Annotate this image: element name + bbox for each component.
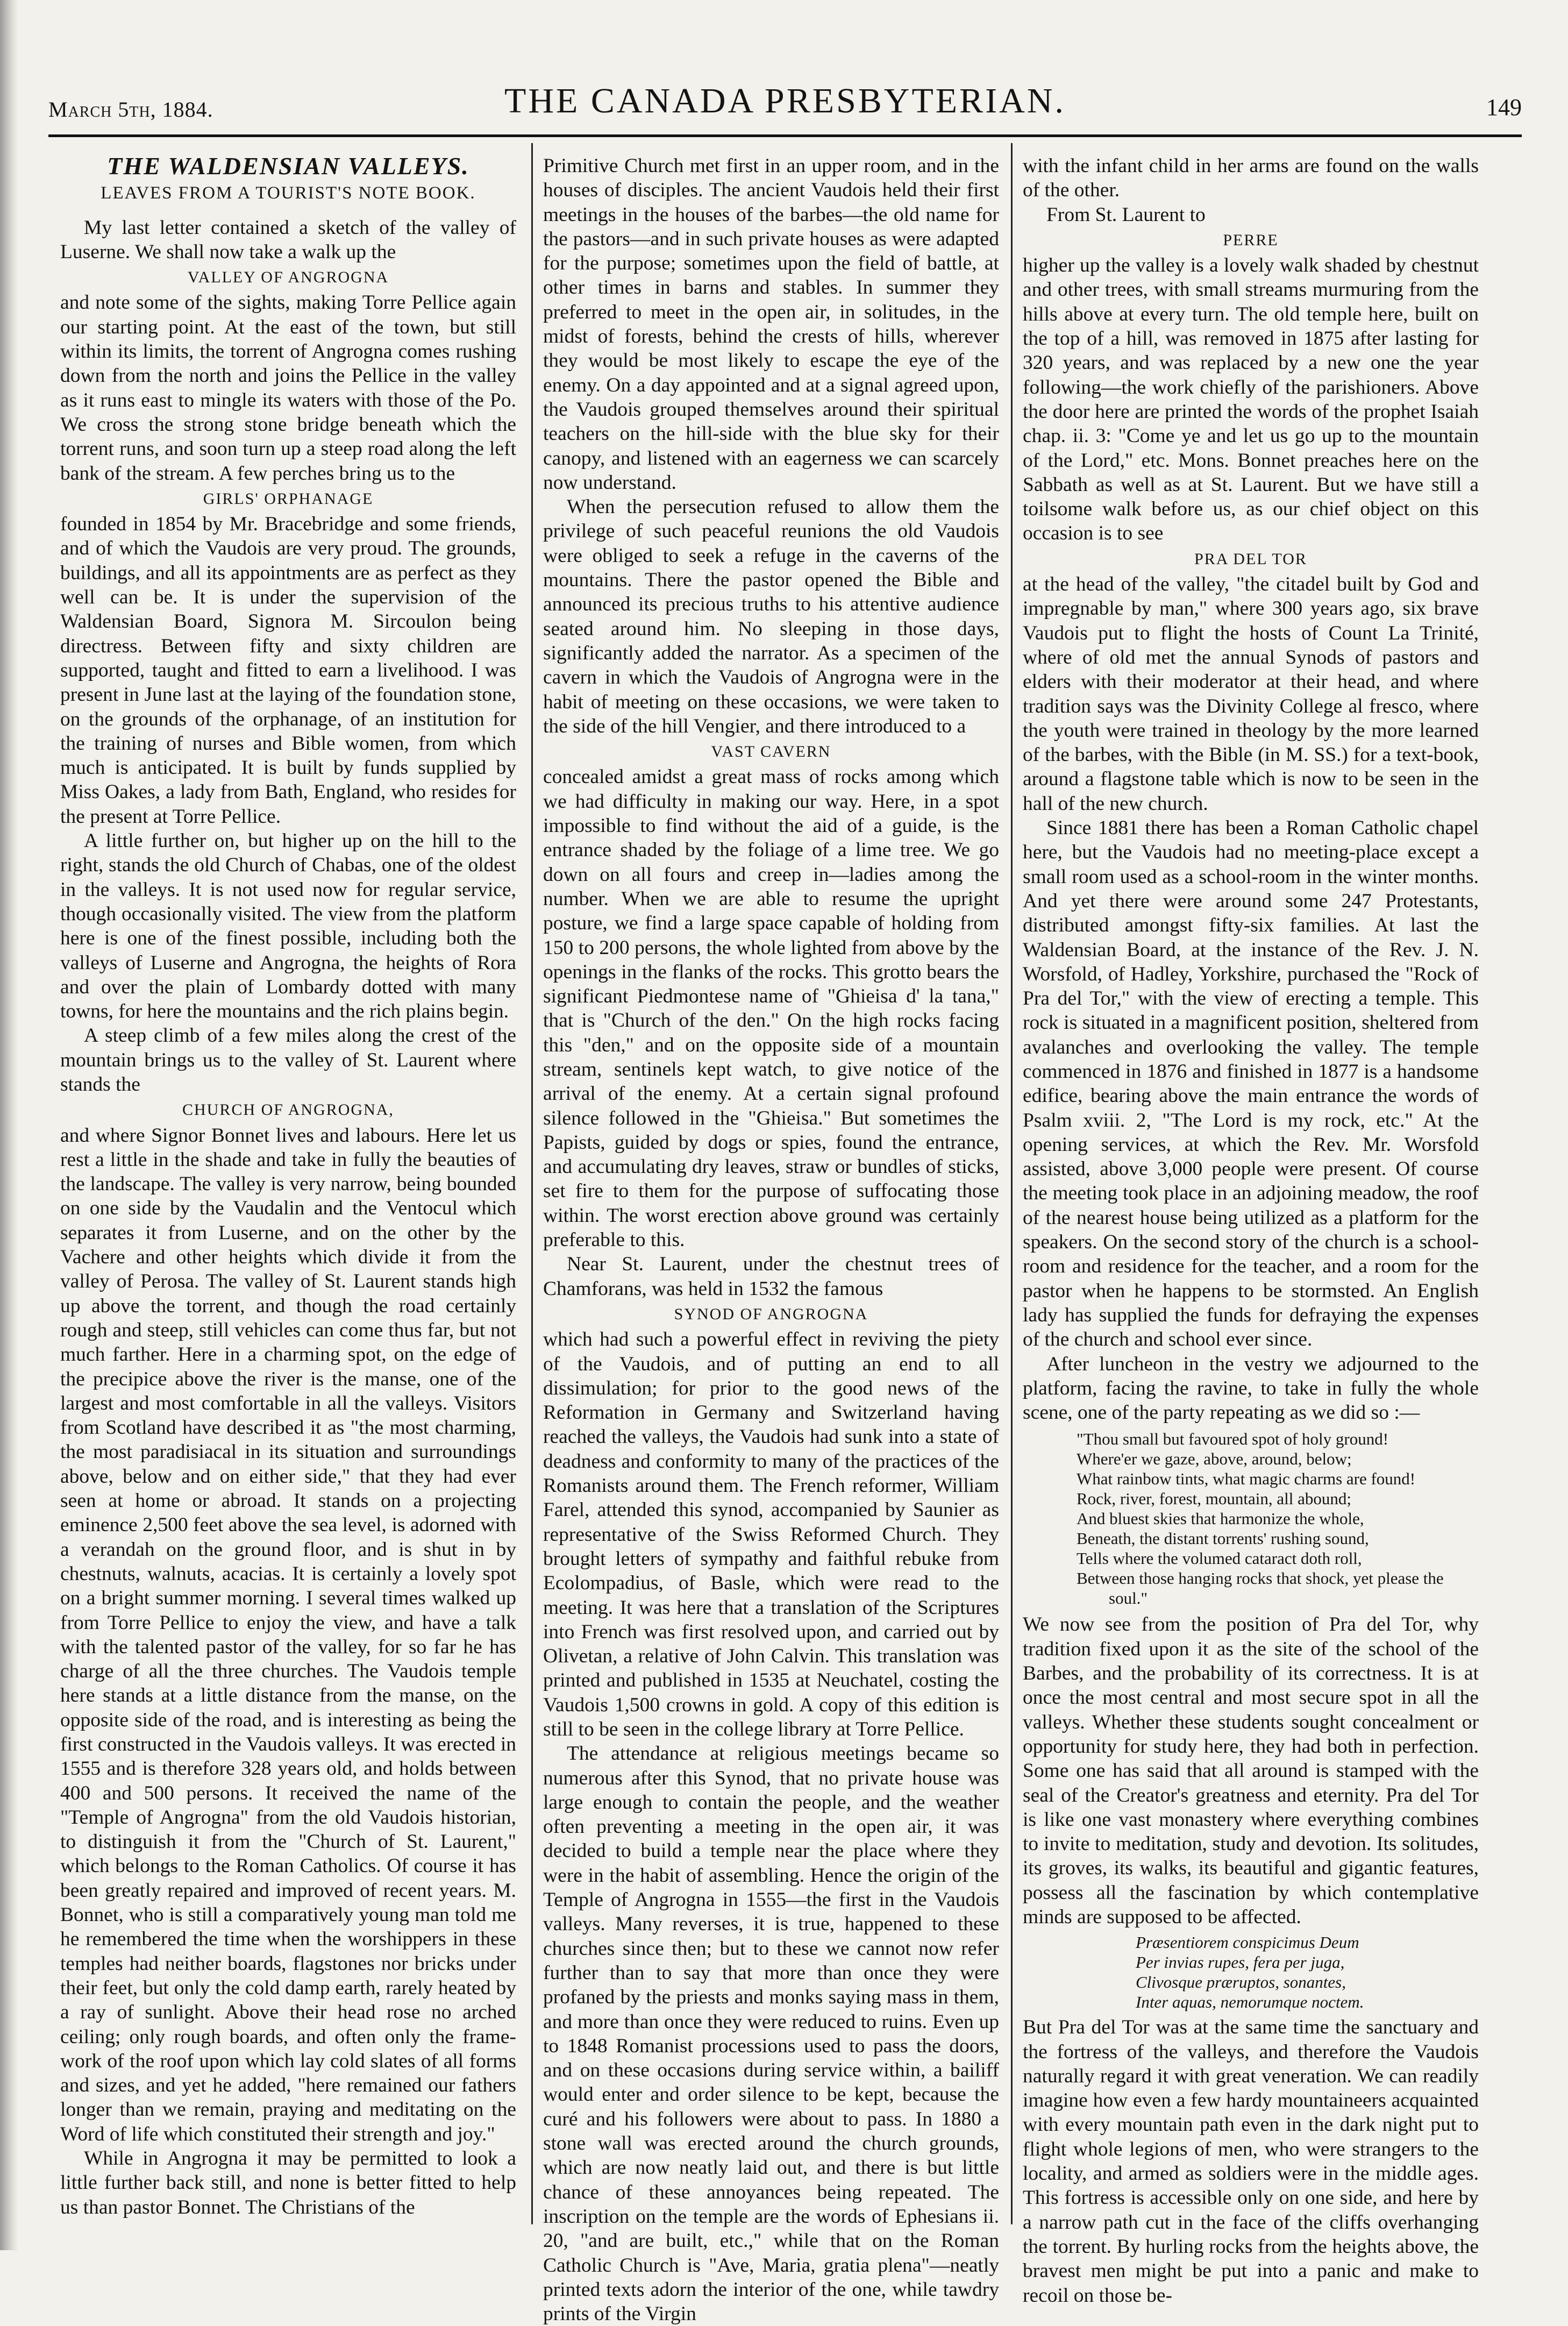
paragraph: Since 1881 there has been a Roman Catholic chapel here, but the Vaudois had no meeting-place except a small room used as a school-room in the winter months. And yet there were around some 247 Protestants, distributed amongst fifty-six families. At last the Waldensian Board, at the instance of the Rev. J. N. Worsfold, of Hadley, Yorkshire, purchased the "Rock of Pra del Tor," with the view of erecting a temple. This rock is situated in a magnificent position, sheltered from avalanches and overlooking the valley. The temple commenced in 1876 and finished in 1877 is a handsome edifice, bearing above the main entrance the words of Psalm xviii. 2, "The Lord is my rock, etc." At the opening services, at which the Rev. Mr. Worsfold assisted, above 3,000 people were present. Of course the meeting took place in an adjoining meadow, the roof of the nearest house being utilized as a platform for the speakers. On the second story of the church is a school-room and residence for the teacher, and a room for the pastor when he happens to be stormsted. An English lady has supplied the funds for defraying the expenses of the church and school ever since.: [1023, 817, 1479, 1351]
paragraph: A little further on, but higher up on the hill to the right, stands the old Church of Chabas, one of the oldest in the valleys. It is not used now for regular service, though occasionally visited. The view from the platform here is one of the finest possible, including both the valleys of Luserne and Angrogna, the heights of Rora and over the plain of Lombardy dotted with many towns, for here the mountains and the rich plains begin.: [60, 830, 516, 1023]
poem-line: Between those hanging rocks that shock, yet please the: [1077, 1569, 1444, 1588]
article-subtitle: LEAVES FROM A TOURIST'S NOTE BOOK.: [101, 183, 476, 203]
section-heading: VAST CAVERN: [711, 743, 831, 761]
latin-quote: [1136, 1932, 1479, 2012]
section-heading: PRA DEL TOR: [1194, 550, 1307, 568]
header-rule: [48, 134, 1522, 137]
poem-line: Rock, river, forest, mountain, all abound;: [1077, 1489, 1352, 1509]
issue-date: March 5th, 1884.: [48, 97, 213, 122]
section-heading: CHURCH OF ANGROGNA,: [182, 1101, 394, 1119]
latin-line: Per invias rupes, fera per juga,: [1136, 1953, 1345, 1972]
article-title: THE WALDENSIAN VALLEYS.: [107, 152, 469, 180]
paragraph: founded in 1854 by Mr. Bracebridge and some friends, and of which the Vaudois are very proud. The grounds, buildings, and all its appointments are as perfect as they well can be. It is under the supervision of the Waldensian Board, Signora M. Sircoulon being directress. Between fifty and sixty children are supported, taught and fitted to earn a livelihood. I was present in June last at the laying of the foundation stone, on the grounds of the orphanage, of an institution for the training of nurses and Bible women, from which much is anticipated. It is built by funds supplied by Miss Oakes, a lady from Bath, England, who resides for the present at Torre Pellice.: [60, 513, 516, 828]
paragraph: Primitive Church met first in an upper room, and in the houses of disciples. The ancient Vaudois held their first meetings in the houses of the barbes—the old name for the pastors—and in such private houses as were adapted for the purpose; sometimes upon the field of battle, at other times in barns and stables. In summer they preferred to meet in the open air, in solitudes, in the midst of forests, behind the crests of hills, wherever they would be most likely to escape the eye of the enemy. On a day appointed and at a signal agreed upon, the Vaudois grouped themselves around their spiritual teachers on the hill-side with the blue sky for their canopy, and listened with an eagerness we can scarcely now understand.: [543, 155, 999, 494]
poem-line: Where'er we gaze, above, around, below;: [1077, 1449, 1352, 1469]
poem-line: What rainbow tints, what magic charms are found!: [1077, 1469, 1416, 1489]
page-number: 149: [1486, 94, 1522, 120]
paragraph: After luncheon in the vestry we adjourned to the platform, facing the ravine, to take in fully the whole scene, one of the party repeating as we did so :—: [1023, 1353, 1479, 1424]
paragraph: at the head of the valley, "the citadel built by God and impregnable by man," where 300 years ago, six brave Vaudois put to flight the hosts of Count La Trinité, where of old met the annual Synods of pastors and elders with their moderator at their head, and where tradition says was the Divinity College al fresco, where the youth were trained in theology by the more learned of the barbes, with the Bible (in M. SS.) for a text-book, around a flagstone table which is now to be seen in the hall of the new church.: [1023, 573, 1479, 815]
latin-line: Inter aquas, nemorumque noctem.: [1136, 1993, 1364, 2012]
poem-line: "Thou small but favoured spot of holy ground!: [1077, 1429, 1389, 1449]
paragraph: Near St. Laurent, under the chestnut trees of Chamforans, was held in 1532 the famous: [543, 1253, 999, 1300]
paragraph: concealed amidst a great mass of rocks among which we had difficulty in making our way. Here, in a spot impossible to find without the aid of a guide, is the entrance shaded by the foliage of a lime tree. We go down on all fours and creep in—ladies among the number. When we are able to resume the upright posture, we find a large space capable of holding from 150 to 200 persons, the whole lighted from above by the openings in the flanks of the rocks. This grotto bears the significant Piedmontese name of "Ghieisa d' la tana," that is "Church of the den." On the high rocks facing this "den," and on the opposite side of a mountain stream, sentinels kept watch, to give notice of the arrival of the enemy. At a certain signal profound silence followed in the "Ghieisa." But sometimes the Papists, guided by dogs or spies, found the entrance, and accumulating dry leaves, straw or bundles of sticks, set fire to them for the purpose of suffocating those within. The worst erection above ground was certainly preferable to this.: [543, 766, 999, 1251]
paragraph: which had such a powerful effect in reviving the piety of the Vaudois, and of putting an end to all dissimulation; for prior to the good news of the Reformation in Germany and Switzerland having reached the valleys, the Vaudois had sunk into a state of deadness and conformity to many of the practices of the Romanists around them. The French reformer, William Farel, attended this synod, accompanied by Saunier as representative of the Swiss Reformed Church. They brought letters of sympathy and faithful rebuke from Ecolompadius, of Basle, which were read to the meeting. It was here that a translation of the Scriptures into French was first resolved upon, and carried out by Olivetan, a relative of John Calvin. This translation was printed and published in 1535 at Neuchatel, costing the Vaudois 1,500 crowns in gold. A copy of this edition is still to be seen in the college library at Torre Pellice.: [543, 1328, 999, 1740]
paragraph: The attendance at religious meetings became so numerous after this Synod, that no private house was large enough to contain the people, and the weather often preventing a meeting in the open air, it was decided to build a temple near the place where they were in the habit of assembling. Hence the origin of the Temple of Angrogna in 1555—the first in the Vaudois valleys. Many reverses, it is true, happened to these churches since then; but to these we cannot now refer further than to say that more than once they were profaned by the priests and monks saying mass in them, and more than once they were reduced to ruins. Even up to 1848 Romanist processions used to pass the doors, and on these occasions during service within, a bailiff would enter and order silence to be kept, because the curé and his followers were about to pass. In 1880 a stone wall was erected around the church grounds, which are now neatly laid out, and there is but little chance of these annoyances being repeated. The inscription on the temple are the words of Ephesians ii. 20, "and are built, etc.," while that on the Roman Catholic Church is "Ave, Maria, gratia plena"—neatly printed texts adorn the interior of the one, while tawdry prints of the Virgin: [543, 1742, 999, 2325]
paragraph: My last letter contained a sketch of the valley of Luserne. We shall now take a walk up the: [60, 216, 516, 263]
poem-line: soul.": [1109, 1589, 1148, 1608]
column-divider-1: [531, 143, 533, 2224]
poem-quote: [1077, 1429, 1479, 1608]
publication-title: THE CANADA PRESBYTERIAN.: [504, 81, 1066, 120]
binding-edge: [0, 0, 18, 2250]
paragraph: and where Signor Bonnet lives and labours. Here let us rest a little in the shade and take in fully the beauties of the landscape. The valley is very narrow, being bounded on one side by the Vaudalin and the Ventocul which separates it from Luserne, and on the other by the Vachere and other heights which divide it from the valley of Perosa. The valley of St. Laurent stands high up above the torrent, and though the road certainly rough and steep, still vehicles can come thus far, but not much farther. Here in a charming spot, on the edge of the precipice above the river is the manse, one of the largest and most comfortable in all the valleys. Visitors from Scotland have described it as "the most charming, the most paradisiacal in its situation and surroundings above, below and on either side," that they had ever seen at home or abroad. It stands on a projecting eminence 2,500 feet above the sea level, is adorned with a verandah on the ground floor, and is shut in by chestnuts, walnuts, acacias. It is certainly a lovely spot on a bright summer morning. I several times walked up from Torre Pellice to enjoy the view, and have a talk with the talented pastor of the valley, for so far he has charge of all the three churches. The Vaudois temple here stands at a little distance from the manse, on the opposite side of the road, and is interesting as being the first constructed in the Vaudois valleys. It was erected in 1555 and is therefore 328 years old, and holds between 400 and 500 persons. It received the name of the "Temple of Angrogna" from the old Vaudois historian, to distinguish it from the "Church of St. Laurent," which belongs to the Roman Catholics. Of course it has been greatly repaired and improved of recent years. M. Bonnet, who is still a comparatively young man told me he remembered the time when the worshippers in these temples had neither boards, flagstones nor bricks under their feet, but only the cold damp earth, rarely heated by a ray of sunlight. Above their head rose no arched ceiling; only rough boards, and often only the frame-work of the roof upon which lay cold slates of all forms and sizes, and yet he added, "here remained our fathers longer than we remain, praying and meditating on the Word of life which constituted their strength and joy.": [60, 1124, 516, 2145]
paragraph: and note some of the sights, making Torre Pellice again our starting point. At the east of the town, but still within its limits, the torrent of Angrogna comes rushing down from the north and joins the Pellice in the valley as it runs east to mingle its waters with those of the Po. We cross the strong stone bridge beneath which the torrent runs, and soon turn up a steep road along the left bank of the stream. A few perches bring us to the: [60, 291, 516, 485]
column-1: [60, 154, 516, 2219]
paragraph: with the infant child in her arms are found on the walls of the other.: [1023, 155, 1479, 202]
section-heading: VALLEY OF ANGROGNA: [187, 268, 389, 287]
paragraph: When the persecution refused to allow them the privilege of such peaceful reunions the old Vaudois were obliged to seek a refuge in the caverns of the mountains. There the pastor opened the Bible and announced its precious truths to his attentive audience seated around him. No sleeping in those days, significantly added the narrator. As a specimen of the cavern in which the Vaudois of Angrogna were in the habit of meeting on these occasions, we were taken to the side of the hill Vengier, and there introduced to a: [543, 496, 999, 737]
latin-line: Clivosque præruptos, sonantes,: [1136, 1973, 1346, 1992]
latin-line: Præsentiorem conspicimus Deum: [1136, 1933, 1359, 1952]
section-heading: PERRE: [1223, 231, 1279, 249]
paragraph: But Pra del Tor was at the same time the sanctuary and the fortress of the valleys, and therefore the Vaudois naturally regard it with great veneration. We can readily imagine how even a few hardy mountaineers acquainted with every mountain path even in the dark night put to flight whole legions of men, who were strangers to the locality, and armed as soldiers were in the middle ages. This fortress is accessible only on one side, and here by a narrow path cut in the face of the cliffs overhanging the torrent. By hurling rocks from the heights above, the bravest men might be put into a panic and make to recoil on those be-: [1023, 2016, 1479, 2307]
page-header: [48, 81, 1522, 129]
section-heading: GIRLS' ORPHANAGE: [203, 489, 374, 508]
section-heading: SYNOD OF ANGROGNA: [674, 1305, 868, 1323]
paragraph: While in Angrogna it may be permitted to look a little further back still, and none is better fitted to help us than pastor Bonnet. The Christians of the: [60, 2147, 516, 2218]
column-3: [1023, 154, 1479, 2307]
column-2: [543, 154, 999, 2325]
poem-line: Beneath, the distant torrents' rushing sound,: [1077, 1529, 1369, 1548]
poem-line: And bluest skies that harmonize the whole,: [1077, 1509, 1364, 1528]
poem-line: Tells where the volumed cataract doth roll,: [1077, 1549, 1362, 1568]
column-divider-2: [1011, 143, 1013, 2224]
paragraph: From St. Laurent to: [1046, 203, 1206, 226]
paragraph: A steep climb of a few miles along the crest of the mountain brings us to the valley of St. Laurent where stands the: [60, 1025, 516, 1096]
paragraph: We now see from the position of Pra del Tor, why tradition fixed upon it as the site of the school of the Barbes, and the probability of its correctness. It is at once the most central and most secure spot in all the valleys. Whether these students sought concealment or opportunity for study here, they had both in perfection. Some one has said that all around is stamped with the seal of the Creator's greatness and eternity. Pra del Tor is like one vast monastery where everything combines to invite to meditation, study and devotion. Its solitudes, its groves, its walks, its beautiful and gigantic features, possess all the fascination by which contemplative minds are supposed to be affected.: [1023, 1613, 1479, 1928]
paragraph: higher up the valley is a lovely walk shaded by chestnut and other trees, with small streams murmuring from the hills above at every turn. The old temple here, built on the top of a hill, was removed in 1875 after lasting for 320 years, and was replaced by a new one the year following—the work chiefly of the parishioners. Above the door here are printed the words of the prophet Isaiah chap. ii. 3: "Come ye and let us go up to the mountain of the Lord," etc. Mons. Bonnet preaches here on the Sabbath as well as at St. Laurent. But we have still a toilsome walk before us, as our chief object on this occasion is to see: [1023, 254, 1479, 545]
